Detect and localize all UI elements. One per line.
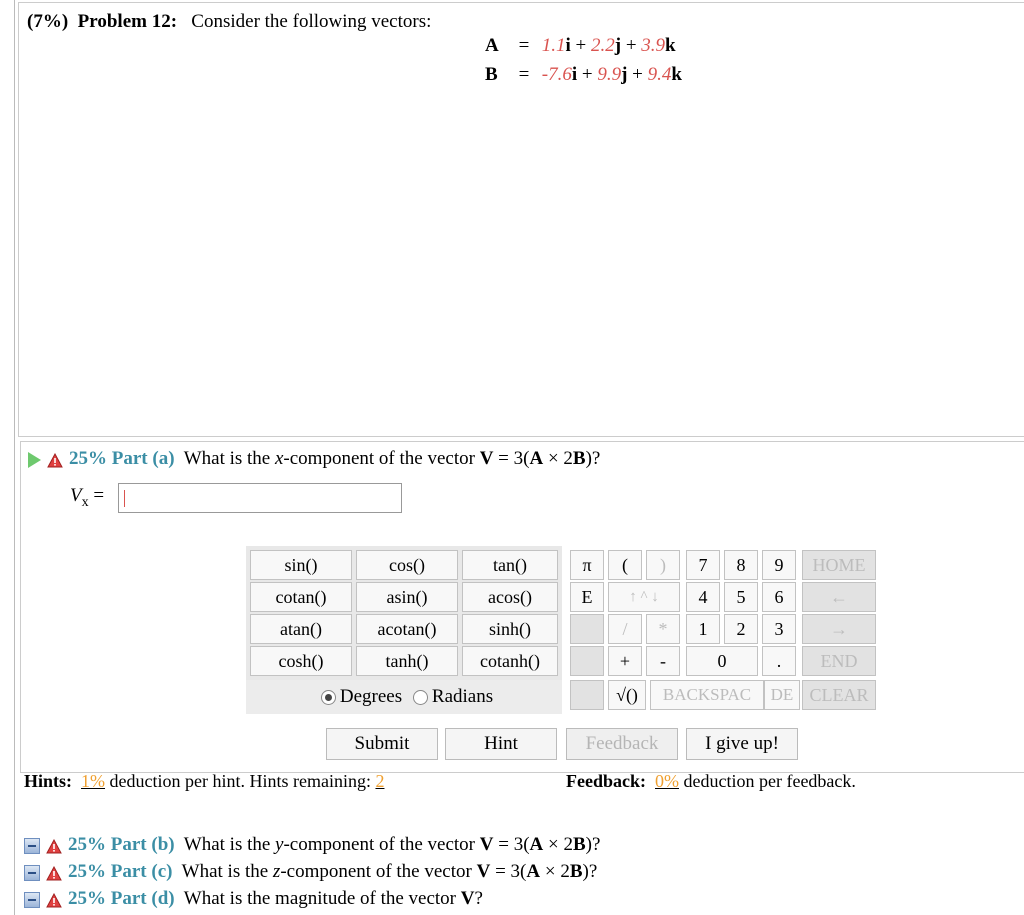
vector-b-i: i bbox=[571, 64, 578, 85]
key-e[interactable]: E bbox=[570, 582, 604, 612]
hints-info bbox=[24, 771, 384, 792]
part-a-qa: A bbox=[529, 448, 544, 469]
radians-radio[interactable] bbox=[413, 690, 428, 705]
key-dot[interactable]: . bbox=[762, 646, 796, 676]
part-d-qv: V bbox=[460, 888, 475, 909]
vector-a-k: k bbox=[665, 35, 676, 56]
vector-a-plus2: + bbox=[621, 35, 642, 56]
answer-label-eq: = bbox=[88, 485, 105, 506]
part-b-q4: × 2 bbox=[543, 834, 573, 855]
key-tanh[interactable]: tanh() bbox=[356, 646, 458, 676]
give-up-button[interactable]: I give up! bbox=[686, 728, 798, 760]
collapse-icon[interactable] bbox=[24, 892, 40, 908]
part-c-qa: A bbox=[526, 861, 541, 882]
key-8[interactable]: 8 bbox=[724, 550, 758, 580]
key-minus[interactable]: - bbox=[646, 646, 680, 676]
warning-icon bbox=[46, 865, 62, 880]
part-c-qv: V bbox=[476, 861, 491, 882]
warning-icon bbox=[46, 838, 62, 853]
answer-label-var: V bbox=[70, 485, 82, 506]
degrees-label: Degrees bbox=[339, 686, 403, 707]
key-acos[interactable]: acos() bbox=[462, 582, 558, 612]
vector-b-k: k bbox=[671, 64, 682, 85]
key-cotan[interactable]: cotan() bbox=[250, 582, 352, 612]
key-del[interactable]: DE bbox=[764, 680, 800, 710]
part-a-label: Part (a) bbox=[111, 448, 175, 469]
collapse-icon[interactable] bbox=[24, 838, 40, 854]
feedback-button[interactable]: Feedback bbox=[566, 728, 678, 760]
key-blank-2 bbox=[570, 646, 604, 676]
play-icon[interactable] bbox=[28, 452, 41, 468]
hints-label: Hints: bbox=[24, 771, 73, 791]
vector-b-z: 9.4 bbox=[647, 64, 672, 85]
warning-icon bbox=[46, 892, 62, 907]
hints-percent: 1% bbox=[81, 771, 106, 791]
vector-b-y: 9.9 bbox=[597, 64, 622, 85]
hints-text: deduction per hint. Hints remaining: bbox=[105, 771, 376, 791]
key-1[interactable]: 1 bbox=[686, 614, 720, 644]
text-caret bbox=[124, 490, 125, 507]
vector-a-eq: = bbox=[518, 35, 530, 56]
vector-b bbox=[485, 64, 682, 86]
feedback-percent: 0% bbox=[655, 771, 679, 791]
part-d-q1: What is the magnitude of the vector bbox=[183, 888, 461, 909]
vector-a-x: 1.1 bbox=[541, 35, 566, 56]
key-star[interactable]: * bbox=[646, 614, 680, 644]
key-sinh[interactable]: sinh() bbox=[462, 614, 558, 644]
vector-a-y: 2.2 bbox=[591, 35, 615, 56]
key-tan[interactable]: tan() bbox=[462, 550, 558, 580]
hints-remaining: 2 bbox=[375, 771, 385, 791]
part-b-qb: B bbox=[572, 834, 586, 855]
part-b-q5: )? bbox=[585, 834, 601, 855]
problem-weight: (7%) bbox=[27, 11, 69, 32]
key-rparen[interactable]: ) bbox=[646, 550, 680, 580]
key-cotanh[interactable]: cotanh() bbox=[462, 646, 558, 676]
key-asin[interactable]: asin() bbox=[356, 582, 458, 612]
key-9[interactable]: 9 bbox=[762, 550, 796, 580]
part-a-percent: 25% bbox=[69, 448, 107, 469]
key-4[interactable]: 4 bbox=[686, 582, 720, 612]
up-arrow-icon: ↑ bbox=[629, 589, 637, 605]
part-c-qb: B bbox=[569, 861, 583, 882]
key-left[interactable]: ← bbox=[802, 582, 876, 612]
part-d-q3: ? bbox=[474, 888, 483, 909]
submit-button[interactable]: Submit bbox=[326, 728, 438, 760]
part-c-percent: 25% bbox=[68, 861, 106, 882]
radians-label: Radians bbox=[431, 686, 494, 707]
vector-a-z: 3.9 bbox=[641, 35, 666, 56]
caret-icon: ^ bbox=[640, 589, 648, 605]
feedback-info bbox=[566, 771, 856, 792]
vector-a-plus1: + bbox=[570, 35, 591, 56]
key-lparen[interactable]: ( bbox=[608, 550, 642, 580]
key-arrows[interactable] bbox=[608, 582, 680, 612]
part-d-row[interactable] bbox=[24, 888, 483, 910]
part-c-qvar: z bbox=[272, 861, 281, 882]
part-b-q2: -component of the vector bbox=[283, 834, 480, 855]
part-c-q3: = 3( bbox=[490, 861, 527, 882]
part-c-q4: × 2 bbox=[540, 861, 570, 882]
part-a-q2: -component of the vector bbox=[283, 448, 480, 469]
key-backspace[interactable]: BACKSPAC bbox=[650, 680, 764, 710]
key-cosh[interactable]: cosh() bbox=[250, 646, 352, 676]
problem-title bbox=[27, 11, 431, 33]
key-3[interactable]: 3 bbox=[762, 614, 796, 644]
problem-label: Problem 12: bbox=[77, 11, 178, 32]
key-atan[interactable]: atan() bbox=[250, 614, 352, 644]
collapse-icon[interactable] bbox=[24, 865, 40, 881]
answer-input[interactable] bbox=[118, 483, 402, 513]
key-sqrt[interactable]: √() bbox=[608, 680, 646, 710]
vector-b-plus1: + bbox=[577, 64, 598, 85]
part-a-q5: )? bbox=[585, 448, 601, 469]
hint-button[interactable]: Hint bbox=[445, 728, 557, 760]
key-clear[interactable]: CLEAR bbox=[802, 680, 876, 710]
part-c-q1: What is the bbox=[181, 861, 273, 882]
key-end[interactable]: END bbox=[802, 646, 876, 676]
part-b-q1: What is the bbox=[183, 834, 276, 855]
part-a-qvar: x bbox=[274, 448, 284, 469]
part-a-qb: B bbox=[572, 448, 586, 469]
key-6[interactable]: 6 bbox=[762, 582, 796, 612]
part-b-qa: A bbox=[529, 834, 544, 855]
vector-b-plus2: + bbox=[627, 64, 648, 85]
angle-mode-row bbox=[246, 680, 562, 714]
vector-a-i: i bbox=[565, 35, 571, 56]
part-c-q2: -component of the vector bbox=[280, 861, 477, 882]
feedback-text: deduction per feedback. bbox=[679, 771, 856, 791]
vector-b-eq: = bbox=[518, 64, 530, 85]
part-d-label: Part (d) bbox=[110, 888, 175, 909]
warning-icon bbox=[47, 452, 63, 467]
key-pi[interactable]: π bbox=[570, 550, 604, 580]
vector-b-j: j bbox=[621, 64, 628, 85]
part-a-q4: × 2 bbox=[543, 448, 573, 469]
degrees-radio[interactable] bbox=[321, 690, 336, 705]
part-c-q5: )? bbox=[582, 861, 598, 882]
answer-label bbox=[70, 485, 104, 511]
key-2[interactable]: 2 bbox=[724, 614, 758, 644]
key-7[interactable]: 7 bbox=[686, 550, 720, 580]
key-0[interactable]: 0 bbox=[686, 646, 758, 676]
vector-a-j: j bbox=[614, 35, 622, 56]
part-c-label: Part (c) bbox=[110, 861, 173, 882]
key-cos[interactable]: cos() bbox=[356, 550, 458, 580]
part-b-qv: V bbox=[479, 834, 494, 855]
part-c-row[interactable] bbox=[24, 861, 597, 883]
vector-a-name: A bbox=[485, 35, 499, 56]
down-arrow-icon: ↓ bbox=[651, 589, 659, 605]
part-a-qv: V bbox=[479, 448, 494, 469]
part-b-q3: = 3( bbox=[493, 834, 530, 855]
part-a-header bbox=[28, 448, 600, 470]
key-slash[interactable]: / bbox=[608, 614, 642, 644]
key-plus[interactable]: + bbox=[608, 646, 642, 676]
part-d-percent: 25% bbox=[68, 888, 106, 909]
vector-b-name: B bbox=[485, 64, 498, 85]
part-b-qvar: y bbox=[275, 834, 284, 855]
key-acotan[interactable]: acotan() bbox=[356, 614, 458, 644]
answer-label-sub: x bbox=[81, 494, 89, 510]
key-blank-3 bbox=[570, 680, 604, 710]
part-b-row[interactable] bbox=[24, 834, 600, 856]
key-home[interactable]: HOME bbox=[802, 550, 876, 580]
vector-a bbox=[485, 35, 676, 57]
problem-prompt: Consider the following vectors: bbox=[191, 11, 432, 32]
part-b-percent: 25% bbox=[68, 834, 106, 855]
key-5[interactable]: 5 bbox=[724, 582, 758, 612]
part-b-label: Part (b) bbox=[110, 834, 175, 855]
feedback-label: Feedback: bbox=[566, 771, 646, 791]
vector-b-x: -7.6 bbox=[541, 64, 572, 85]
key-sin[interactable]: sin() bbox=[250, 550, 352, 580]
key-blank-1 bbox=[570, 614, 604, 644]
part-a-q1: What is the bbox=[183, 448, 275, 469]
key-right[interactable]: → bbox=[802, 614, 876, 644]
part-a-q3: = 3( bbox=[493, 448, 530, 469]
calculator-keypad bbox=[246, 546, 878, 714]
